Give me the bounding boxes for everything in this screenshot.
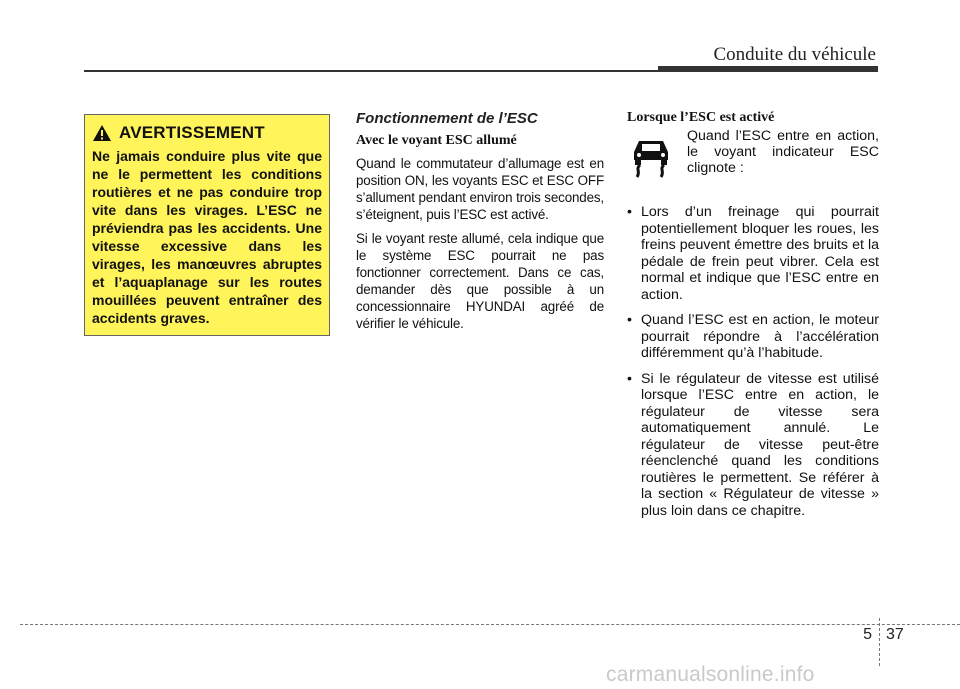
- bullet-item: • Si le régulateur de vitesse est utilisé lorsque l’ESC entre en action, le régulateur de vitesse sera automatiquement annulé. Le régulateur de vitesse peut-être réenclenché quand les conditions routières le permettent. Se référer à la section « Régulateur de vitesse » plus loin dans ce chapitre.: [627, 370, 879, 519]
- warning-box: [84, 114, 330, 336]
- header-rule: [84, 70, 659, 72]
- warning-text: Ne jamais conduire plus vite que ne le permettent les conditions routières et ne pas conduire trop vite dans les virages. L’ESC ne préviendra pas les accidents. Une vitesse excessive dans les virages, les manœuvres abruptes et l’aquaplanage sur les routes mouillées peuvent entraîner des accidents graves.: [92, 148, 322, 326]
- bullet-list: [627, 204, 879, 519]
- esc-skid-icon: [627, 135, 675, 179]
- watermark: carmanualsonline.info: [606, 663, 815, 686]
- bullet-marker: •: [627, 370, 632, 387]
- bullet-item: • Lors d’un freinage qui pourrait potentiellement bloquer les roues, les freins peuvent émettre des bruits et la pédale de frein peut vibrer. Cela est normal et indique que l’ESC entre en action.: [627, 204, 879, 303]
- footer-rule: [20, 624, 960, 625]
- section-title: Fonctionnement de l’ESC: [356, 110, 538, 127]
- subsection-title: Lorsque l’ESC est activé: [627, 110, 775, 125]
- page-number-divider: [879, 618, 880, 666]
- subsection-title: Avec le voyant ESC allumé: [356, 133, 517, 148]
- page-number: 37: [886, 626, 904, 643]
- paragraph: Quand le commutateur d’allumage est en position ON, les voyants ESC et ESC OFF s’allument pendant environ trois secondes, s’éteignent, puis l’ESC est activé.: [356, 156, 604, 222]
- bullet-marker: •: [627, 204, 632, 220]
- warning-triangle-icon: [92, 124, 112, 142]
- bullet-item: • Quand l’ESC est en action, le moteur pourrait répondre à l’accélération différemment qu’à l’habitude.: [627, 312, 879, 361]
- chapter-title: Conduite du véhicule: [713, 44, 876, 65]
- indicator-row: [627, 108, 879, 190]
- bullet-marker: •: [627, 312, 632, 328]
- esc-operation-column: [356, 110, 604, 339]
- warning-header: [92, 123, 322, 143]
- header-rule-bold: [658, 66, 878, 72]
- paragraph: Si le voyant reste allumé, cela indique que le système ESC pourrait ne pas fonctionner correctement. Dans ce cas, demander dès que possible à un concessionnaire HYUNDAI agréé de vérifier le véhicule.: [356, 231, 604, 331]
- chapter-number: 5: [863, 626, 872, 643]
- indicator-description: Quand l’ESC entre en action, le voyant indicateur ESC clignote :: [687, 128, 879, 176]
- warning-title: AVERTISSEMENT: [119, 123, 265, 142]
- esc-active-column: [627, 110, 879, 528]
